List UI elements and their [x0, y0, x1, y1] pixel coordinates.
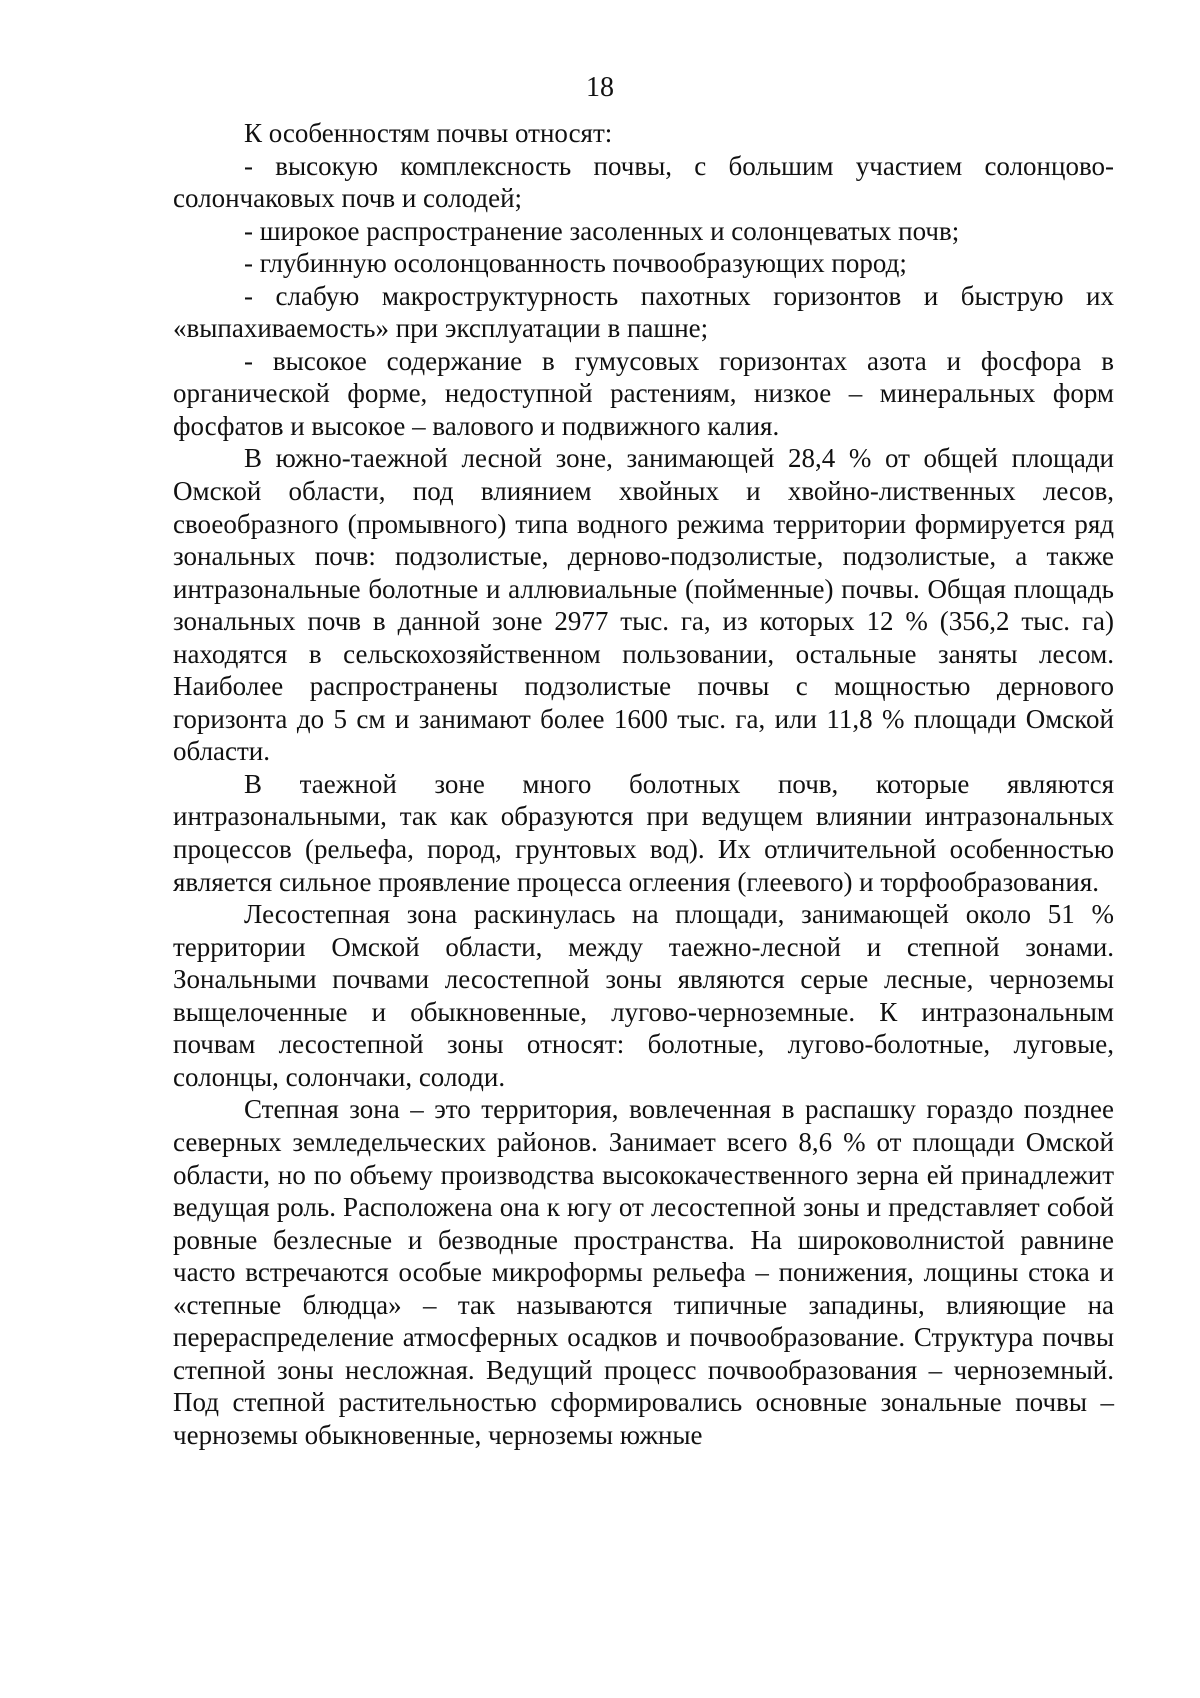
- list-item-structure: - слабую макроструктурность пахотных горизонтов и быструю их «выпахиваемость» при эксплуатации в пашне;: [173, 280, 1114, 344]
- paragraph-steppe-zone: Степная зона – это территория, вовлеченная в распашку гораздо позднее северных земледельческих районов. Занимает всего 8,6 % от площади Омской области, но по объему производства высококачественного зерна ей принадлежит ведущая роль. Расположена она к югу от лесостепной зоны и представляет собой ровные безлесные и безводные пространства. На широковолнистой равнине часто встречаются особые микроформы рельефа – понижения, лощины стока и «степные блюдца» – так называются типичные западины, влияющие на перераспределение атмосферных осадков и почвообразование. Структура почвы степной зоны несложная. Ведущий процесс почвообразования – черноземный. Под степной растительностью сформировались основные зональные почвы – черноземы обыкновенные, черноземы южные: [173, 1094, 1114, 1450]
- list-item-complexity: - высокую комплексность почвы, с большим участием солонцово-солончаковых почв и солодей;: [173, 150, 1114, 214]
- list-item-nutrients: - высокое содержание в гумусовых горизонтах азота и фосфора в органической форме, недоступной растениям, низкое – минеральных форм фосфатов и высокое – валового и подвижного калия.: [173, 345, 1114, 441]
- paragraph-south-taiga-zone: В южно-таежной лесной зоне, занимающей 28,4 % от общей площади Омской области, под влиянием хвойных и хвойно-лиственных лесов, своеобразного (промывного) типа водного режима территории формируется ряд зональных почв: подзолистые, дерново-подзолистые, подзолистые, а также интразональные болотные и аллювиальные (пойменные) почвы. Общая площадь зональных почв в данной зоне 2977 тыс. га, из которых 12 % (356,2 тыс. га) находятся в сельскохозяйственном пользовании, остальные заняты лесом. Наиболее распространены подзолистые почвы с мощностью дернового горизонта до 5 см и занимают более 1600 тыс. га, или 11,8 % площади Омской области.: [173, 443, 1114, 767]
- page-number: 18: [586, 72, 614, 103]
- paragraph-intro: К особенностям почвы относят:: [244, 118, 613, 148]
- list-item-salinization: - широкое распространение засоленных и солонцеватых почв;: [244, 215, 960, 246]
- paragraph-forest-steppe-zone: Лесостепная зона раскинулась на площади, занимающей около 51 % территории Омской области, между таежно-лесной и степной зонами. Зональными почвами лесостепной зоны являются серые лесные, черноземы выщелоченные и обыкновенные, лугово-черноземные. К интразональным почвам лесостепной зоны относят: болотные, лугово-болотные, луговые, солонцы, солончаки, солоди.: [173, 899, 1114, 1092]
- paragraph-taiga-bogs: В таежной зоне много болотных почв, которые являются интразональными, так как образуются при ведущем влиянии интразональных процессов (рельефа, пород, грунтовых вод). Их отличительной особенностью является сильное проявление процесса оглеения (глеевого) и торфообразования.: [173, 768, 1114, 897]
- document-body: [173, 117, 1114, 1451]
- list-item-solonetzicity: - глубинную осолонцованность почвообразующих пород;: [244, 248, 907, 279]
